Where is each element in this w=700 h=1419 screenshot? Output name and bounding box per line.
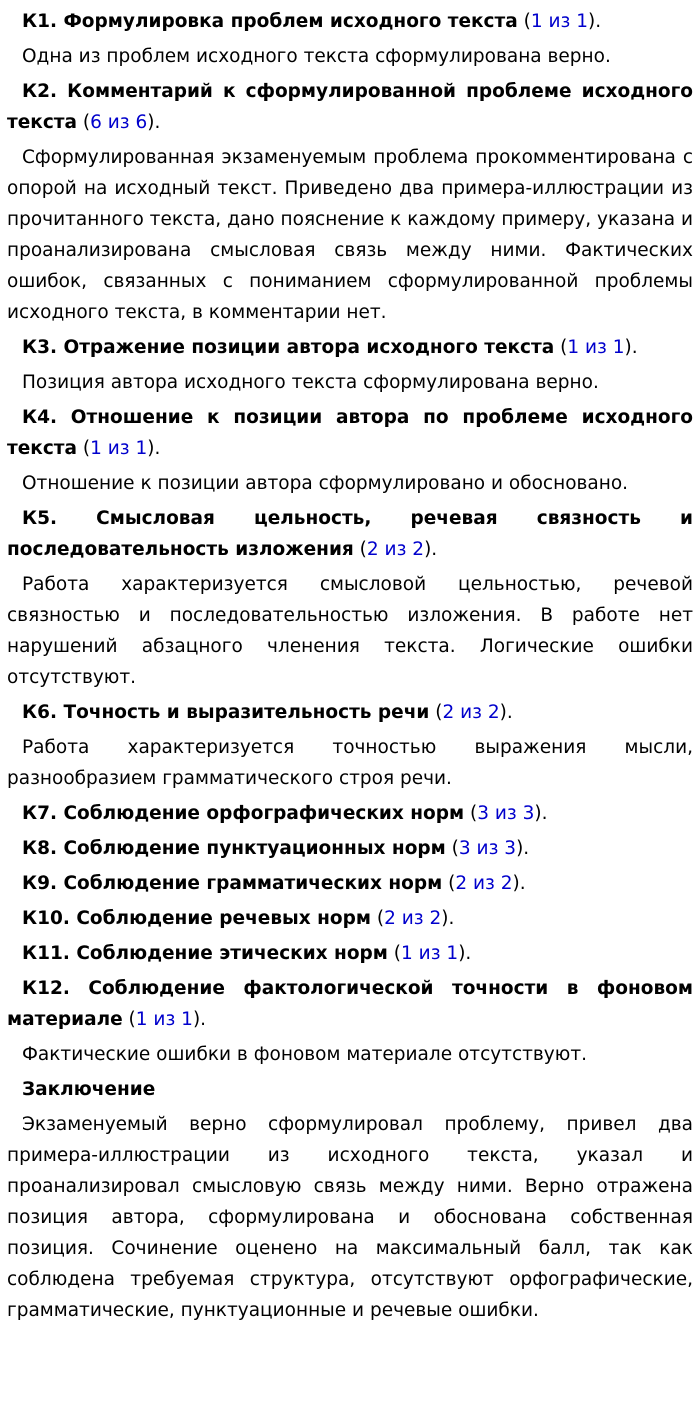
criterion-title: К12. Соблюдение фактологической точности в фоновом материале — [7, 978, 693, 1030]
criterion-score: 2 из 2 — [442, 702, 500, 723]
criterion-k1: К1. Формулировка проблем исходного текста (1 из 1). — [22, 11, 602, 32]
criterion-score: 1 из 1 — [401, 943, 459, 964]
criterion-score: 6 из 6 — [90, 112, 148, 133]
criterion-score: 3 из 3 — [477, 803, 535, 824]
conclusion-heading-text: Заключение — [22, 1079, 156, 1100]
criterion-title: К2. Комментарий к сформулированной проблеме исходного текста — [7, 81, 693, 133]
criterion-title: К4. Отношение к позиции автора по проблеме исходного текста — [7, 407, 693, 459]
criterion-score: 1 из 1 — [90, 438, 148, 459]
criterion-score: 2 из 2 — [384, 908, 442, 929]
criterion-k11: К11. Соблюдение этических норм (1 из 1). — [22, 943, 472, 964]
criterion-comment: Отношение к позиции автора сформулировано и обосновано. — [22, 473, 629, 494]
criterion-title: К8. Соблюдение пунктуационных норм — [22, 838, 446, 859]
criterion-k10: К10. Соблюдение речевых норм (2 из 2). — [22, 908, 455, 929]
criterion-k5: К5. Смысловая цельность, речевая связность и последовательность изложения (2 из 2). — [7, 508, 693, 560]
criterion-k12: К12. Соблюдение фактологической точности в фоновом материале (1 из 1). — [7, 978, 693, 1030]
criterion-score: 1 из 1 — [530, 11, 589, 32]
criterion-comment: Одна из проблем исходного текста сформулирована верно. — [22, 46, 611, 67]
criterion-title: К3. Отражение позиции автора исходного текста — [22, 337, 555, 358]
criterion-title: К10. Соблюдение речевых норм — [22, 908, 371, 929]
criterion-k8: К8. Соблюдение пунктуационных норм (3 из 3). — [22, 838, 530, 859]
conclusion-text: Экзаменуемый верно сформулировал проблему, привел два примера-иллюстрации из исходного текста, указал и проанализировал смысловую связь между ними. Верно отражена позиция автора, сформулирована и обоснована собственная позиция. Сочинение оценено на максимальный балл, так как соблюдена требуемая структура, отсутствуют орфографические, грамматические, пунктуационные и речевые ошибки. — [7, 1114, 693, 1321]
criterion-title: К5. Смысловая цельность, речевая связность и последовательность изложения — [7, 508, 693, 560]
criterion-k7: К7. Соблюдение орфографических норм (3 из 3). — [22, 803, 548, 824]
criterion-score: 2 из 2 — [366, 539, 425, 560]
criterion-title: К7. Соблюдение орфографических норм — [22, 803, 465, 824]
criterion-comment: Работа характеризуется смысловой цельностью, речевой связностью и последовательностью изложения. В работе нет нарушений абзацного членения текста. Логические ошибки отсутствуют. — [7, 574, 693, 688]
criterion-score: 1 из 1 — [135, 1009, 193, 1030]
criterion-title: К1. Формулировка проблем исходного текста — [22, 11, 518, 32]
criterion-score: 3 из 3 — [458, 838, 517, 859]
criterion-k3: К3. Отражение позиции автора исходного текста (1 из 1). — [22, 337, 638, 358]
criterion-score: 1 из 1 — [567, 337, 625, 358]
criterion-score: 2 из 2 — [455, 873, 513, 894]
conclusion-heading — [7, 1074, 693, 1105]
criterion-comment: Фактические ошибки в фоновом материале отсутствуют. — [22, 1044, 587, 1065]
criterion-title: К9. Соблюдение грамматических норм — [22, 873, 443, 894]
criterion-comment: Сформулированная экзаменуемым проблема прокомментирована с опорой на исходный текст. Приведено два примера-иллюстрации из прочитанного текста, дано пояснение к каждому примеру, указана и проанализирована смысловая связь между ними. Фактических ошибок, связанных с пониманием сформулированной проблемы исходного текста, в комментарии нет. — [7, 147, 693, 323]
criterion-title: К6. Точность и выразительность речи — [22, 702, 430, 723]
criterion-k9: К9. Соблюдение грамматических норм (2 из 2). — [22, 873, 526, 894]
criterion-k2: К2. Комментарий к сформулированной проблеме исходного текста (6 из 6). — [7, 81, 693, 133]
criterion-comment: Работа характеризуется точностью выражения мысли, разнообразием грамматического строя речи. — [7, 737, 693, 789]
criterion-title: К11. Соблюдение этических норм — [22, 943, 388, 964]
criterion-k4: К4. Отношение к позиции автора по проблеме исходного текста (1 из 1). — [7, 407, 693, 459]
criterion-comment: Позиция автора исходного текста сформулирована верно. — [22, 372, 599, 393]
criterion-k6: К6. Точность и выразительность речи (2 из 2). — [22, 702, 513, 723]
